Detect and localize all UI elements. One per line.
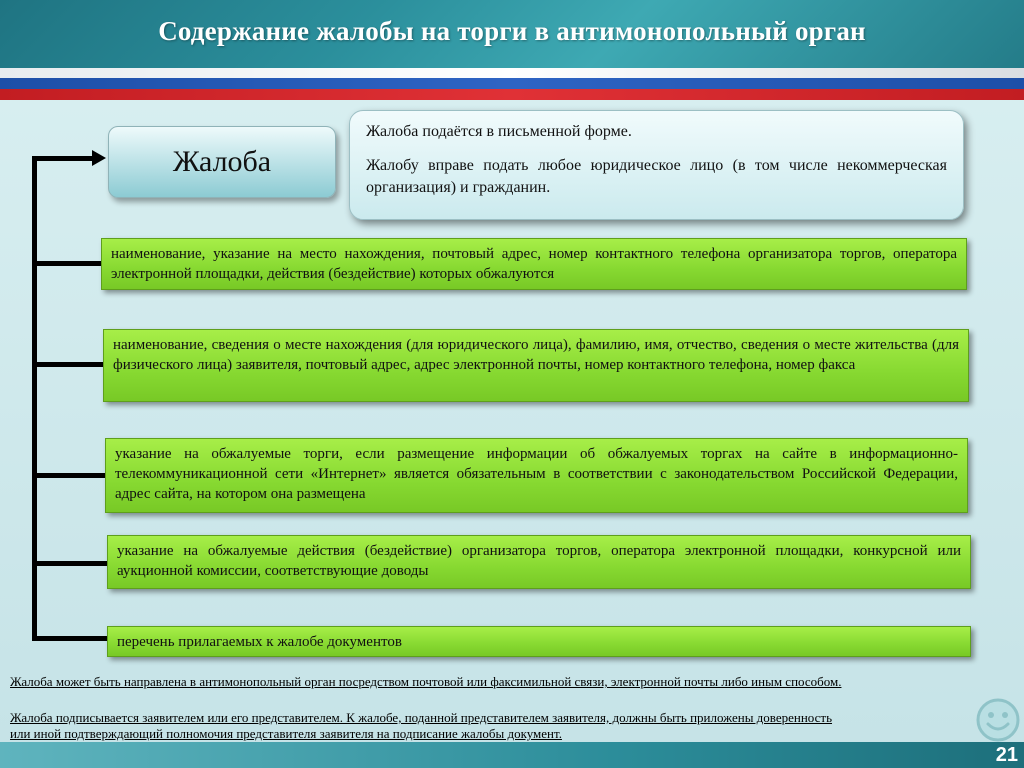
complaint-label: Жалоба bbox=[172, 145, 272, 178]
header-bar bbox=[0, 0, 1024, 68]
flag-stripe-white bbox=[0, 68, 1024, 78]
arrow-right-icon bbox=[92, 150, 106, 166]
note-signature-line2: или иной подтверждающий полномочия представителя заявителя на подписание жалобы документ. bbox=[10, 726, 562, 741]
connector-vertical bbox=[32, 158, 37, 640]
connector-to-complaint bbox=[32, 156, 96, 161]
smiley-face-icon bbox=[975, 697, 1021, 743]
footer-bar bbox=[0, 742, 1024, 768]
slide-number: 21 bbox=[995, 744, 1018, 766]
requirement-item-4: указание на обжалуемые действия (бездействие) организатора торгов, оператора электронной площадки, конкурсной или аукционной комиссии, соответствующие доводы bbox=[107, 535, 971, 589]
requirement-item-1: наименование, указание на место нахождения, почтовый адрес, номер контактного телефона организатора торгов, оператора электронной площадки, действия (бездействие) которых обжалуются bbox=[101, 238, 967, 290]
connector-branch-1 bbox=[32, 261, 102, 266]
info-line-who-may-file: Жалобу вправе подать любое юридическое лицо (в том числе некоммерческая организация) и гражданин. bbox=[366, 157, 947, 196]
requirement-item-5: перечень прилагаемых к жалобе документов bbox=[107, 626, 971, 657]
connector-branch-5 bbox=[32, 636, 108, 641]
connector-branch-2 bbox=[32, 362, 104, 367]
info-callout bbox=[349, 110, 964, 220]
requirement-item-2: наименование, сведения о месте нахождения (для юридического лица), фамилию, имя, отчество, сведения о месте жительства (для физического лица) заявителя, почтовый адрес, адрес электронной почты, номер контактного телефона, номер факса bbox=[103, 329, 969, 402]
requirement-item-3: указание на обжалуемые торги, если размещение информации об обжалуемых торгах на сайте в информационно-телекоммуникационной сети «Интернет» является обязательным в соответствии с законодательством Российской Федерации, адрес сайта, на котором она размещена bbox=[105, 438, 968, 513]
flag-stripe-blue bbox=[0, 78, 1024, 89]
info-line-written-form: Жалоба подаётся в письменной форме. bbox=[366, 123, 632, 140]
page-title: Содержание жалобы на торги в антимонопольный орган bbox=[158, 16, 866, 46]
connector-branch-4 bbox=[32, 561, 108, 566]
note-signature-line1: Жалоба подписывается заявителем или его представителем. К жалобе, поданной представителем заявителя, должны быть приложены доверенность bbox=[10, 710, 833, 725]
flag-stripe-red bbox=[0, 89, 1024, 100]
connector-branch-3 bbox=[32, 473, 106, 478]
complaint-box bbox=[108, 126, 336, 198]
note-submission-methods: Жалоба может быть направлена в антимонопольный орган посредством почтовой или факсимильной связи, электронной почты либо иным способом. bbox=[10, 674, 842, 689]
